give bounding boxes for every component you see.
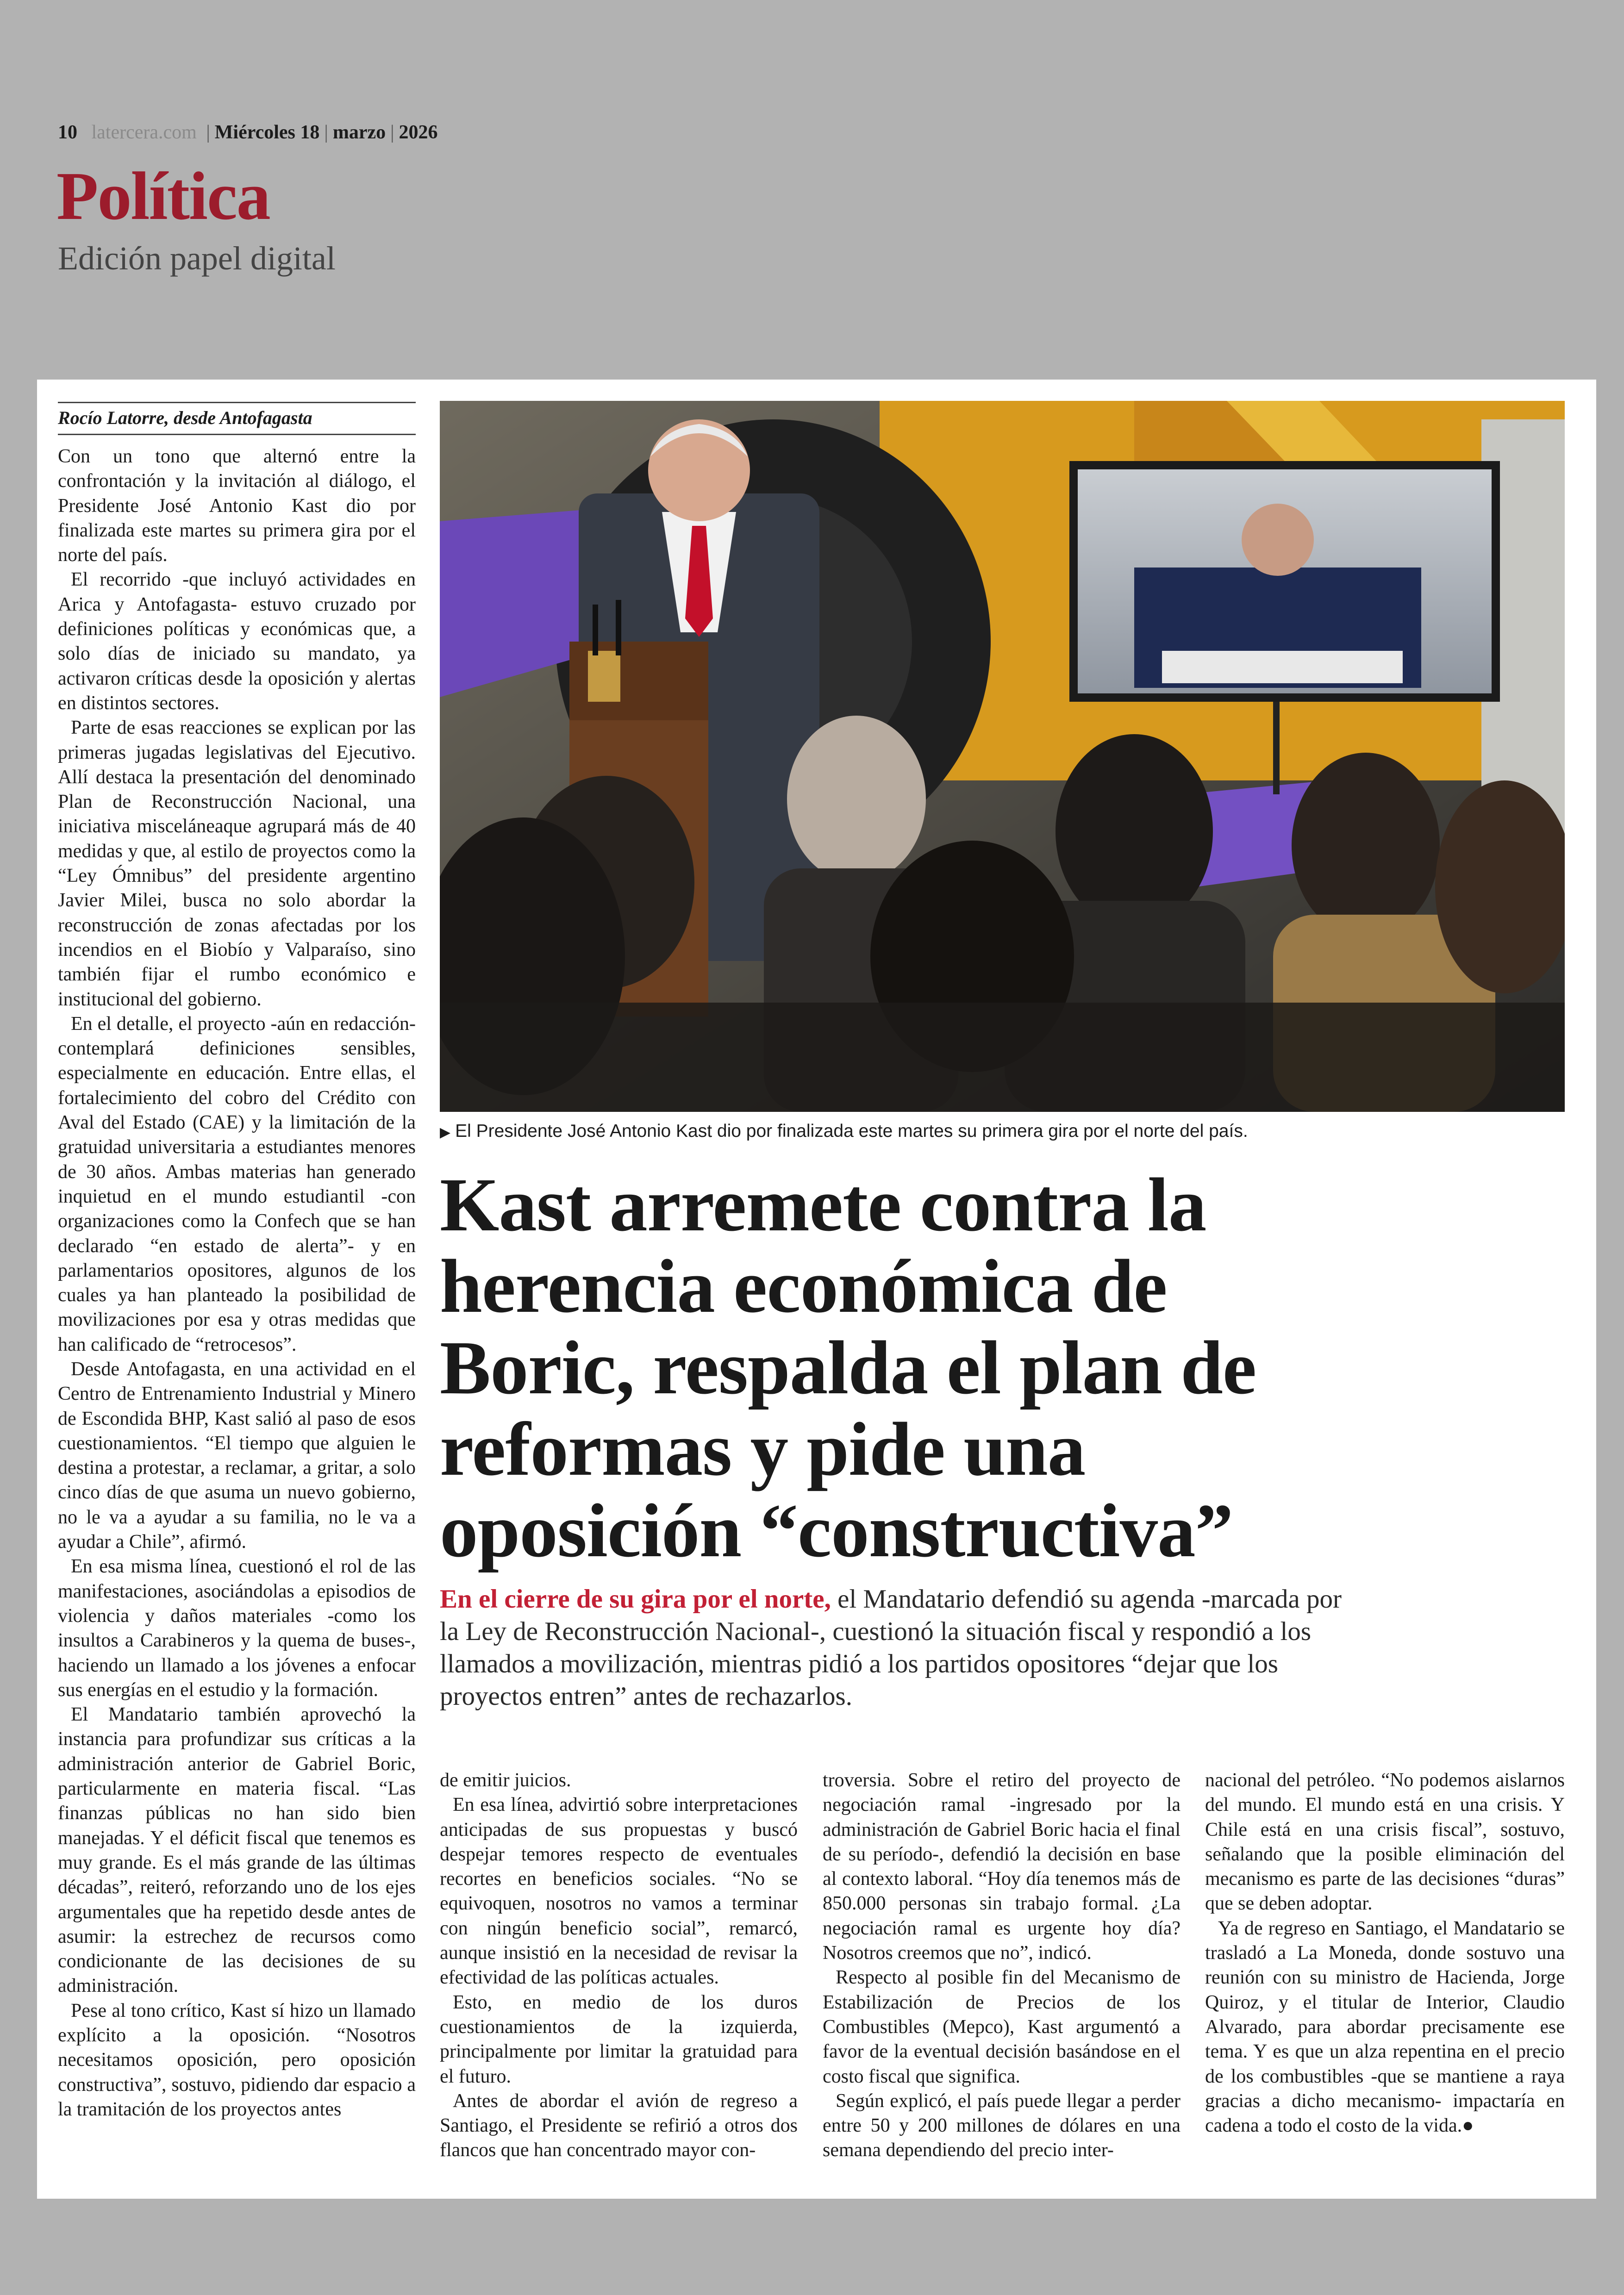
paragraph: En esa misma línea, cuestionó el rol de las manifestaciones, asociándolas a episodios de violencia y daños materiales -como los insultos a Carabineros y la quema de buses-, haciendo un llamado a los jóvenes a enfocar sus energías en el estudio y la formación.	[58, 1556, 416, 1701]
site-name[interactable]: latercera.com	[91, 122, 197, 143]
deck-text: el Mandatario defendió su agenda -marcada por la Ley de Reconstrucción Nacional-, cuestionó la situación fiscal y respondió a los llamados a movilización, mientras pidió a los partidos opositores “dejar que los proyectos entren” antes de rechazarlos.	[440, 1584, 1342, 1711]
paragraph: El Mandatario también aprovechó la instancia para profundizar sus críticas a la administración anterior de Gabriel Boric, particularmente en materia fiscal. “Las finanzas públicas no han sido bien manejadas. Y el déficit fiscal que tenemos es muy grande. Es el más grande de las últimas décadas”, reiteró, reforzando uno de los ejes argumentales que ha repetido desde antes de asumir: la estrechez de recursos como condicionante de las decisiones de su administración.	[58, 1704, 416, 1997]
caption-arrow-icon: ▶	[440, 1125, 451, 1140]
issue-day: Miércoles 18	[214, 122, 320, 143]
article-column-1	[58, 444, 416, 2122]
paragraph: Respecto al posible fin del Mecanismo de Estabilización de Precios de los Combustibles (Mepco), Kast argumentó a favor de la eventual decisión basándose en el costo fiscal que significa.	[823, 1967, 1181, 2087]
paragraph: de emitir juicios.	[440, 1770, 571, 1791]
section-subtitle: Edición papel digital	[58, 240, 336, 277]
byline: Rocío Latorre, desde Antofagasta	[58, 402, 416, 435]
photo-caption	[440, 1120, 1565, 1144]
paragraph: En esa línea, advirtió sobre interpretaciones anticipadas de sus propuestas y buscó despejar temores respecto de eventuales recortes en beneficios sociales. “No se equivoquen, nosotros no vamos a terminar con ningún beneficio social”, remarcó, aunque insistió en la necesidad de revisar la efectividad de las políticas actuales.	[440, 1794, 798, 1989]
section-title: Política	[56, 158, 270, 234]
article-column-3	[823, 1768, 1181, 2163]
paragraph: Antes de abordar el avión de regreso a Santiago, el Presidente se refirió a otros dos flancos que han concentrado mayor con-	[440, 2090, 798, 2161]
article-column-4	[1205, 1768, 1565, 2138]
paragraph: Desde Antofagasta, en una actividad en el Centro de Entrenamiento Industrial y Minero de Escondida BHP, Kast salió al paso de esos cuestionamientos. “El tiempo que alguien le destina a protestar, a reclamar, a gritar, a solo cinco días de que asuma un nuevo gobierno, no le va a ayudar a su familia, no le va a ayudar a Chile”, afirmó.	[58, 1358, 416, 1553]
paragraph: Esto, en medio de los duros cuestionamientos de la izquierda, principalmente por limitar la gratuidad para el futuro.	[440, 1991, 798, 2087]
paragraph: Pese al tono crítico, Kast sí hizo un llamado explícito a la oposición. “Nosotros necesitamos oposición, pero oposición constructiva”, sostuvo, pidiendo dar espacio a la tramitación de los proyectos antes	[58, 2000, 416, 2120]
paragraph: nacional del petróleo. “No podemos aislarnos del mundo. El mundo está en una crisis. Y Chile está en una crisis fiscal”, sostuvo, señalando que la posible eliminación del mecanismo es parte de las decisiones “duras” que se deben adoptar.	[1205, 1770, 1565, 1915]
article-column-2	[440, 1768, 798, 2163]
paragraph: En el detalle, el proyecto -aún en redacción- contemplará definiciones sensibles, especialmente en educación. Entre ellas, el fortalecimiento del cobro del Crédito con Aval del Estado (CAE) y la limitación de la gratuidad universitaria a estudiantes menores de 30 años. Ambas materias han generado inquietud en el mundo estudiantil -con organizaciones como la Confech que se han declarado “en estado de alerta”- y en parlamentarios opositores, algunos de los cuales ya han planteado la posibilidad de movilizaciones por esa y otras medidas que han calificado de “retrocesos”.	[58, 1013, 416, 1355]
article-deck	[440, 1583, 1356, 1713]
headline: Kast arremete contra la herencia económica de Boric, respalda el plan de reformas y pide una oposición “constructiva”	[440, 1162, 1256, 1573]
paragraph: Ya de regreso en Santiago, el Mandatario se trasladó a La Moneda, donde sostuvo una reunión con su ministro de Hacienda, Jorge Quiroz, y el titular de Interior, Claudio Alvarado, para abordar precisamente ese tema. Y es que un alza repentina en el precio de los combustibles -que se mantiene a raya gracias a dicho mecanismo- impactaría en cadena a todo el costo de la vida.●	[1205, 1917, 1565, 2137]
issue-month: marzo	[332, 122, 386, 143]
paragraph: Según explicó, el país puede llegar a perder entre 50 y 200 millones de dólares en una semana dependiendo del precio inter-	[823, 2090, 1181, 2161]
issue-year: 2026	[399, 122, 438, 143]
paragraph: Parte de esas reacciones se explican por las primeras jugadas legislativas del Ejecutivo. Allí destaca la presentación del denominado Plan de Reconstrucción Nacional, una iniciativa misceláneaque agrupará más de 40 medidas y que, al estilo de proyectos como la “Ley Ómnibus” del presidente argentino Javier Milei, busca no solo abordar la reconstrucción de zonas afectadas por los incendios en el Biobío y Valparaíso, sino también fijar el rumbo económico e institucional del gobierno.	[58, 717, 416, 1010]
page-header: 10 latercera.com | Miércoles 18 | marzo | 2026	[58, 122, 438, 143]
paragraph: Con un tono que alternó entre la confrontación y la invitación al diálogo, el Presidente José Antonio Kast dio por finalizada este martes su primera gira por el norte del país.	[58, 446, 416, 566]
paragraph: El recorrido -que incluyó actividades en Arica y Antofagasta- estuvo cruzado por definiciones políticas y económicas que, a solo días de iniciado su mandato, ya activaron críticas desde la oposición y alertas en distintos sectores.	[58, 569, 416, 714]
page-number: 10	[58, 122, 77, 143]
paragraph: troversia. Sobre el retiro del proyecto de negociación ramal -ingresado por la administración de Gabriel Boric hacia el final de su período-, defendió la decisión en base al contexto laboral. “Hoy día tenemos más de 850.000 personas sin trabajo formal. ¿La negociación ramal es urgente hoy día? Nosotros creemos que no”, indicó.	[823, 1770, 1181, 1964]
article-photo	[440, 401, 1565, 1112]
deck-lead: En el cierre de su gira por el norte,	[440, 1584, 831, 1614]
photo-illustration	[440, 401, 1565, 1112]
caption-text: El Presidente José Antonio Kast dio por finalizada este martes su primera gira por el norte del país.	[455, 1121, 1248, 1141]
